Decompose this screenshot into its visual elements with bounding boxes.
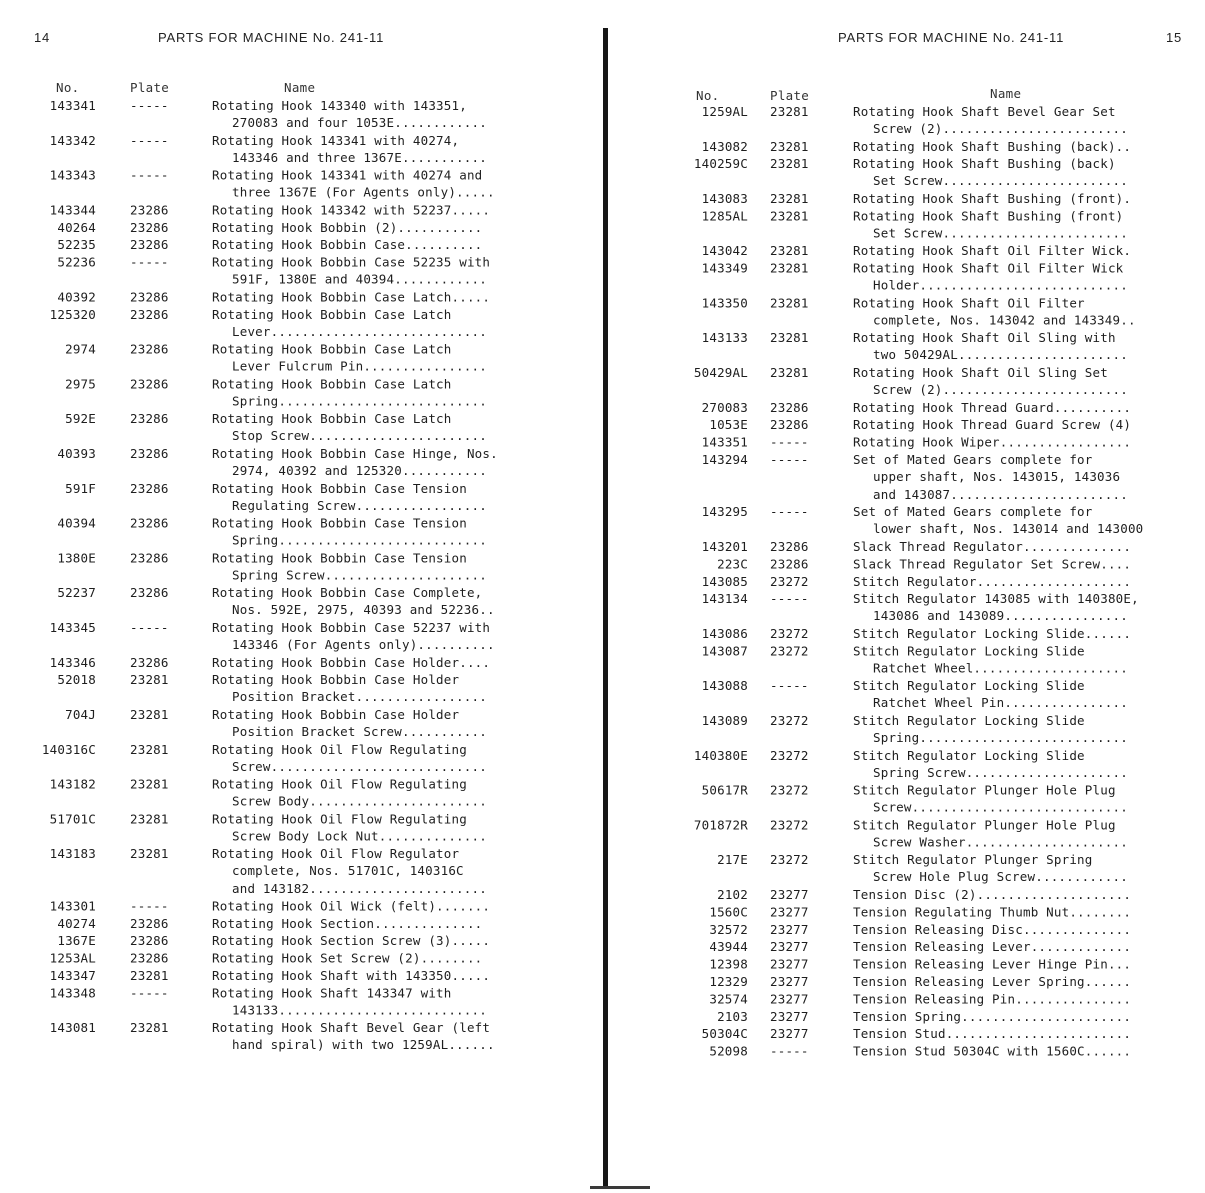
part-name-line: Rotating Hook Shaft Bushing (front). <box>853 191 1132 206</box>
part-name-continuation: 143086 and 143089................ <box>873 608 1128 624</box>
plate-number: 23277 <box>770 974 809 989</box>
page-gutter <box>603 28 608 1188</box>
part-name-continuation: Lever............................ <box>232 324 487 340</box>
part-name-line: Stitch Regulator Locking Slide <box>853 713 1085 728</box>
part-number: 143134 <box>701 591 748 607</box>
part-name-continuation: Spring........................... <box>873 730 1128 746</box>
plate-number: 23277 <box>770 921 809 937</box>
part-name-line: Rotating Hook Bobbin (2)........... <box>212 219 483 235</box>
part-name-continuation: Set Screw........................ <box>873 225 1128 241</box>
plate-number: ----- <box>130 132 169 148</box>
part-name-line: Rotating Hook Bobbin Case Latch <box>212 376 452 392</box>
part-number: 125320 <box>49 306 96 322</box>
part-number: 143082 <box>701 138 748 154</box>
part-name-continuation: Ratchet Wheel.................... <box>873 660 1128 676</box>
plate-number: 23281 <box>770 191 809 206</box>
part-name-continuation: Spring........................... <box>232 393 487 409</box>
part-name-line: Tension Spring...................... <box>853 1008 1132 1024</box>
part-name-line: Rotating Hook Section.............. <box>212 915 483 931</box>
part-name-continuation: three 1367E (For Agents only)..... <box>232 184 495 200</box>
part-name-line: Tension Releasing Disc.............. <box>853 921 1132 937</box>
page-number: 15 <box>1166 30 1183 45</box>
part-number: 143182 <box>49 776 96 792</box>
plate-number: 23286 <box>130 219 169 235</box>
plate-number: ----- <box>130 167 169 183</box>
part-name-line: Rotating Hook Bobbin Case Holder.... <box>212 654 491 670</box>
part-name-line: Rotating Hook Bobbin Case Tension <box>212 515 467 531</box>
plate-number: 23286 <box>130 237 169 253</box>
plate-number: 23272 <box>770 713 809 728</box>
part-number: 223C <box>717 556 748 572</box>
part-name-continuation: Screw Body Lock Nut.............. <box>232 828 487 844</box>
part-number: 143183 <box>49 846 96 862</box>
part-number: 40264 <box>57 219 96 235</box>
plate-number: 23286 <box>130 515 169 531</box>
plate-number: 23286 <box>770 417 809 433</box>
part-number: 52098 <box>709 1043 748 1059</box>
part-name-continuation: Holder........................... <box>873 277 1128 293</box>
part-name-line: Rotating Hook Section Screw (3)..... <box>212 933 491 949</box>
part-number: 143343 <box>49 167 96 183</box>
plate-number: 23277 <box>770 939 809 955</box>
part-name-continuation: 270083 and four 1053E............ <box>232 115 487 131</box>
part-number: 1560C <box>709 904 748 920</box>
part-number: 591F <box>65 480 96 496</box>
part-name-line: Rotating Hook Thread Guard.......... <box>853 399 1132 415</box>
plate-number: ----- <box>770 434 809 450</box>
part-number: 143042 <box>701 243 748 259</box>
plate-number: 23286 <box>130 341 169 357</box>
part-name-continuation: Spring Screw..................... <box>232 567 487 583</box>
plate-number: 23286 <box>130 480 169 496</box>
part-name-line: Rotating Hook Shaft Oil Filter Wick. <box>853 243 1132 259</box>
plate-number: 23281 <box>770 295 809 311</box>
part-number: 12398 <box>709 956 748 972</box>
plate-number: 23286 <box>130 933 169 949</box>
part-name-continuation: 2974, 40392 and 125320........... <box>232 463 487 479</box>
plate-number: 23277 <box>770 956 809 972</box>
plate-number: 23281 <box>770 365 809 380</box>
part-name-continuation: complete, Nos. 51701C, 140316C <box>232 863 464 879</box>
part-name-line: Rotating Hook Bobbin Case Tension <box>212 550 467 566</box>
part-name-continuation: and 143182....................... <box>232 880 487 896</box>
part-number: 143350 <box>701 295 748 311</box>
plate-number: 23281 <box>770 138 809 154</box>
part-number: 143348 <box>49 985 96 1001</box>
part-number: 40393 <box>57 446 96 461</box>
part-name-line: Slack Thread Regulator Set Screw.... <box>853 556 1132 572</box>
plate-number: 23281 <box>130 707 169 722</box>
part-number: 143345 <box>49 620 96 635</box>
plate-number: 23272 <box>770 643 809 659</box>
part-name-continuation: two 50429AL...................... <box>873 347 1128 363</box>
part-name-continuation: Spring........................... <box>232 532 487 548</box>
plate-number: 23286 <box>130 376 169 392</box>
plate-number: 23277 <box>770 904 809 920</box>
part-name-continuation: Screw (2)........................ <box>873 382 1128 398</box>
part-name-line: Rotating Hook Bobbin Case Tension <box>212 480 467 496</box>
part-name-line: Tension Releasing Lever Hinge Pin... <box>853 956 1132 972</box>
part-name-line: Rotating Hook 143341 with 40274 and <box>212 167 483 183</box>
part-name-continuation: Regulating Screw................. <box>232 498 487 514</box>
part-number: 40394 <box>57 515 96 531</box>
part-name-line: Rotating Hook Bobbin Case Hinge, Nos. <box>212 446 498 461</box>
part-name-line: Tension Releasing Lever............. <box>853 939 1132 955</box>
part-number: 50304C <box>701 1026 748 1042</box>
part-name-line: Stitch Regulator Plunger Spring <box>853 852 1093 868</box>
plate-number: 23286 <box>770 399 809 415</box>
part-number: 143086 <box>701 626 748 641</box>
column-header-no: No. <box>56 80 80 95</box>
part-number: 143341 <box>49 98 96 113</box>
part-name-line: Rotating Hook Bobbin Case Latch <box>212 341 452 357</box>
part-name-continuation: Screw (2)........................ <box>873 121 1128 137</box>
plate-number: 23281 <box>770 243 809 259</box>
plate-number: 23281 <box>770 104 809 119</box>
part-name-line: Rotating Hook Bobbin Case Complete, <box>212 585 483 601</box>
part-name-line: Tension Releasing Pin............... <box>853 991 1132 1007</box>
part-name-continuation: Stop Screw....................... <box>232 428 487 444</box>
part-name-line: Rotating Hook Thread Guard Screw (4) <box>853 417 1132 433</box>
right-page <box>610 0 1205 1193</box>
plate-number: 23272 <box>770 573 809 589</box>
part-name-continuation: Position Bracket................. <box>232 689 487 705</box>
part-number: 143294 <box>701 452 748 467</box>
plate-number: 23277 <box>770 887 809 902</box>
part-name-continuation: Screw............................ <box>873 799 1128 815</box>
part-name-line: Rotating Hook Oil Flow Regulating <box>212 741 467 757</box>
part-number: 1253AL <box>49 950 96 966</box>
plate-number: ----- <box>770 1043 809 1059</box>
plate-number: 23281 <box>770 156 809 172</box>
part-number: 143089 <box>701 713 748 728</box>
part-name-line: Rotating Hook Bobbin Case.......... <box>212 237 483 253</box>
part-name-line: Rotating Hook Shaft Bushing (back) <box>853 156 1116 172</box>
plate-number: 23277 <box>770 991 809 1007</box>
plate-number: 23286 <box>130 654 169 670</box>
part-number: 217E <box>717 852 748 868</box>
part-number: 143087 <box>701 643 748 659</box>
part-name-line: Stitch Regulator Plunger Hole Plug <box>853 782 1116 798</box>
part-name-continuation: Set Screw........................ <box>873 173 1128 189</box>
part-number: 143349 <box>701 260 748 276</box>
part-number: 1367E <box>57 933 96 949</box>
plate-number: 23286 <box>130 585 169 601</box>
part-name-line: Rotating Hook Shaft Oil Sling Set <box>853 365 1108 380</box>
part-name-continuation: Screw Hole Plug Screw............ <box>873 869 1128 885</box>
part-name-line: Tension Regulating Thumb Nut........ <box>853 904 1132 920</box>
part-name-line: Rotating Hook Oil Wick (felt)....... <box>212 898 491 914</box>
part-number: 143083 <box>701 191 748 206</box>
part-number: 143342 <box>49 132 96 148</box>
part-name-line: Rotating Hook Shaft Bevel Gear (left <box>212 1020 491 1036</box>
column-header-name: Name <box>284 80 316 95</box>
plate-number: 23286 <box>130 915 169 931</box>
plate-number: 23281 <box>130 968 169 983</box>
part-number: 52237 <box>57 585 96 601</box>
part-name-line: Rotating Hook Shaft Oil Filter Wick <box>853 260 1124 276</box>
part-name-line: Slack Thread Regulator.............. <box>853 539 1132 554</box>
plate-number: 23272 <box>770 747 809 763</box>
column-header-plate: Plate <box>770 88 810 103</box>
part-name-continuation: 143133........................... <box>232 1002 487 1018</box>
part-name-continuation: lower shaft, Nos. 143014 and 143000 <box>873 521 1144 537</box>
part-number: 12329 <box>709 974 748 989</box>
plate-number: 23281 <box>130 811 169 827</box>
part-name-continuation: 143346 (For Agents only).......... <box>232 637 495 653</box>
part-name-line: Rotating Hook Wiper................. <box>853 434 1132 450</box>
part-number: 2103 <box>717 1008 748 1024</box>
part-number: 140316C <box>41 741 96 757</box>
part-number: 50617R <box>701 782 748 798</box>
part-number: 1380E <box>57 550 96 566</box>
plate-number: 23281 <box>130 846 169 862</box>
part-number: 143081 <box>49 1020 96 1036</box>
plate-number: 23286 <box>130 202 169 218</box>
part-name-continuation: Screw Washer..................... <box>873 834 1128 850</box>
part-name-line: Rotating Hook 143342 with 52237..... <box>212 202 491 218</box>
plate-number: 23272 <box>770 817 809 833</box>
part-name-line: Rotating Hook Oil Flow Regulator <box>212 846 460 862</box>
plate-number: 23281 <box>130 776 169 792</box>
part-name-continuation: Spring Screw..................... <box>873 765 1128 781</box>
part-name-line: Stitch Regulator Plunger Hole Plug <box>853 817 1116 833</box>
part-name-line: Rotating Hook 143341 with 40274, <box>212 132 460 148</box>
part-name-line: Rotating Hook Shaft Bevel Gear Set <box>853 104 1116 119</box>
plate-number: 23281 <box>130 672 169 688</box>
part-name-line: Stitch Regulator Locking Slide...... <box>853 626 1132 641</box>
plate-number: 23286 <box>130 289 169 305</box>
column-header-plate: Plate <box>130 80 170 95</box>
page-number: 14 <box>34 30 51 45</box>
plate-number: ----- <box>130 620 169 635</box>
part-name-line: Tension Releasing Lever Spring...... <box>853 974 1132 989</box>
part-name-line: Rotating Hook Bobbin Case Holder <box>212 707 460 722</box>
part-name-line: Rotating Hook Bobbin Case Latch <box>212 306 452 322</box>
plate-number: 23281 <box>770 330 809 346</box>
plate-number: ----- <box>130 254 169 270</box>
part-name-continuation: Ratchet Wheel Pin................ <box>873 695 1128 711</box>
column-header-name: Name <box>990 86 1022 101</box>
plate-number: ----- <box>770 591 809 607</box>
plate-number: 23286 <box>130 550 169 566</box>
part-number: 1053E <box>709 417 748 433</box>
plate-number: ----- <box>770 504 809 520</box>
plate-number: 23281 <box>130 741 169 757</box>
running-head: PARTS FOR MACHINE No. 241-11 <box>838 30 1065 45</box>
part-number: 143301 <box>49 898 96 914</box>
plate-number: 23277 <box>770 1026 809 1042</box>
running-head: PARTS FOR MACHINE No. 241-11 <box>158 30 385 45</box>
part-name-line: Stitch Regulator Locking Slide <box>853 678 1085 694</box>
plate-number: ----- <box>130 98 169 113</box>
part-name-continuation: 143346 and three 1367E........... <box>232 150 487 166</box>
part-name-continuation: upper shaft, Nos. 143015, 143036 <box>873 469 1121 485</box>
part-number: 140259C <box>693 156 748 172</box>
part-name-line: Rotating Hook Shaft Bushing (back).. <box>853 138 1132 154</box>
part-number: 51701C <box>49 811 96 827</box>
part-number: 32574 <box>709 991 748 1007</box>
part-name-line: Rotating Hook Shaft Oil Sling with <box>853 330 1116 346</box>
part-name-line: Rotating Hook 143340 with 143351, <box>212 98 467 113</box>
part-name-line: Rotating Hook Shaft Bushing (front) <box>853 208 1124 224</box>
part-name-line: Rotating Hook Bobbin Case Latch <box>212 411 452 427</box>
part-number: 1285AL <box>701 208 748 224</box>
plate-number: ----- <box>770 678 809 694</box>
part-number: 40392 <box>57 289 96 305</box>
part-name-line: Rotating Hook Oil Flow Regulating <box>212 811 467 827</box>
part-number: 52018 <box>57 672 96 688</box>
plate-number: 23286 <box>770 556 809 572</box>
part-number: 2975 <box>65 376 96 392</box>
part-number: 143347 <box>49 968 96 983</box>
plate-number: 23286 <box>130 446 169 461</box>
part-name-line: Tension Stud........................ <box>853 1026 1132 1042</box>
part-name-line: Rotating Hook Bobbin Case Latch..... <box>212 289 491 305</box>
part-name-continuation: hand spiral) with two 1259AL...... <box>232 1037 495 1053</box>
part-number: 32572 <box>709 921 748 937</box>
part-name-line: Rotating Hook Oil Flow Regulating <box>212 776 467 792</box>
part-name-continuation: Screw............................ <box>232 759 487 775</box>
part-name-line: Rotating Hook Bobbin Case 52237 with <box>212 620 491 635</box>
plate-number: 23272 <box>770 782 809 798</box>
part-number: 143201 <box>701 539 748 554</box>
plate-number: ----- <box>770 452 809 467</box>
plate-number: 23286 <box>130 411 169 427</box>
part-name-continuation: and 143087....................... <box>873 486 1128 502</box>
part-number: 2102 <box>717 887 748 902</box>
part-number: 50429AL <box>693 365 748 380</box>
part-number: 143088 <box>701 678 748 694</box>
part-number: 592E <box>65 411 96 427</box>
part-number: 52235 <box>57 237 96 253</box>
part-name-line: Stitch Regulator.................... <box>853 573 1132 589</box>
part-name-line: Rotating Hook Bobbin Case Holder <box>212 672 460 688</box>
part-number: 143351 <box>701 434 748 450</box>
part-name-line: Set of Mated Gears complete for <box>853 452 1093 467</box>
part-name-line: Stitch Regulator Locking Slide <box>853 747 1085 763</box>
plate-number: 23281 <box>770 260 809 276</box>
part-name-line: Stitch Regulator 143085 with 140380E, <box>853 591 1139 607</box>
plate-number: 23286 <box>770 539 809 554</box>
part-name-continuation: Position Bracket Screw........... <box>232 724 487 740</box>
part-name-line: Rotating Hook Shaft with 143350..... <box>212 968 491 983</box>
part-name-line: Tension Disc (2).................... <box>853 887 1132 902</box>
plate-number: ----- <box>130 985 169 1001</box>
part-number: 704J <box>65 707 96 722</box>
part-number: 270083 <box>701 399 748 415</box>
plate-number: 23281 <box>130 1020 169 1036</box>
part-name-line: Stitch Regulator Locking Slide <box>853 643 1085 659</box>
plate-number: ----- <box>130 898 169 914</box>
part-number: 143085 <box>701 573 748 589</box>
part-name-line: Rotating Hook Set Screw (2)........ <box>212 950 483 966</box>
part-name-continuation: Nos. 592E, 2975, 40393 and 52236.. <box>232 602 495 618</box>
part-name-line: Tension Stud 50304C with 1560C...... <box>853 1043 1132 1059</box>
part-number: 40274 <box>57 915 96 931</box>
part-number: 52236 <box>57 254 96 270</box>
part-number: 143344 <box>49 202 96 218</box>
part-number: 140380E <box>693 747 748 763</box>
part-name-line: Rotating Hook Shaft Oil Filter <box>853 295 1085 311</box>
part-name-continuation: Screw Body....................... <box>232 793 487 809</box>
part-number: 143346 <box>49 654 96 670</box>
part-name-line: Rotating Hook Shaft 143347 with <box>212 985 452 1001</box>
column-header-no: No. <box>696 88 720 103</box>
plate-number: 23286 <box>130 306 169 322</box>
plate-number: 23286 <box>130 950 169 966</box>
part-number: 143133 <box>701 330 748 346</box>
part-number: 1259AL <box>701 104 748 119</box>
part-name-continuation: Lever Fulcrum Pin................ <box>232 358 487 374</box>
plate-number: 23277 <box>770 1008 809 1024</box>
part-name-line: Set of Mated Gears complete for <box>853 504 1093 520</box>
part-number: 143295 <box>701 504 748 520</box>
part-number: 43944 <box>709 939 748 955</box>
plate-number: 23281 <box>770 208 809 224</box>
plate-number: 23272 <box>770 626 809 641</box>
part-number: 2974 <box>65 341 96 357</box>
part-number: 701872R <box>693 817 748 833</box>
plate-number: 23272 <box>770 852 809 868</box>
part-name-line: Rotating Hook Bobbin Case 52235 with <box>212 254 491 270</box>
part-name-continuation: 591F, 1380E and 40394............ <box>232 271 487 287</box>
part-name-continuation: complete, Nos. 143042 and 143349.. <box>873 312 1136 328</box>
